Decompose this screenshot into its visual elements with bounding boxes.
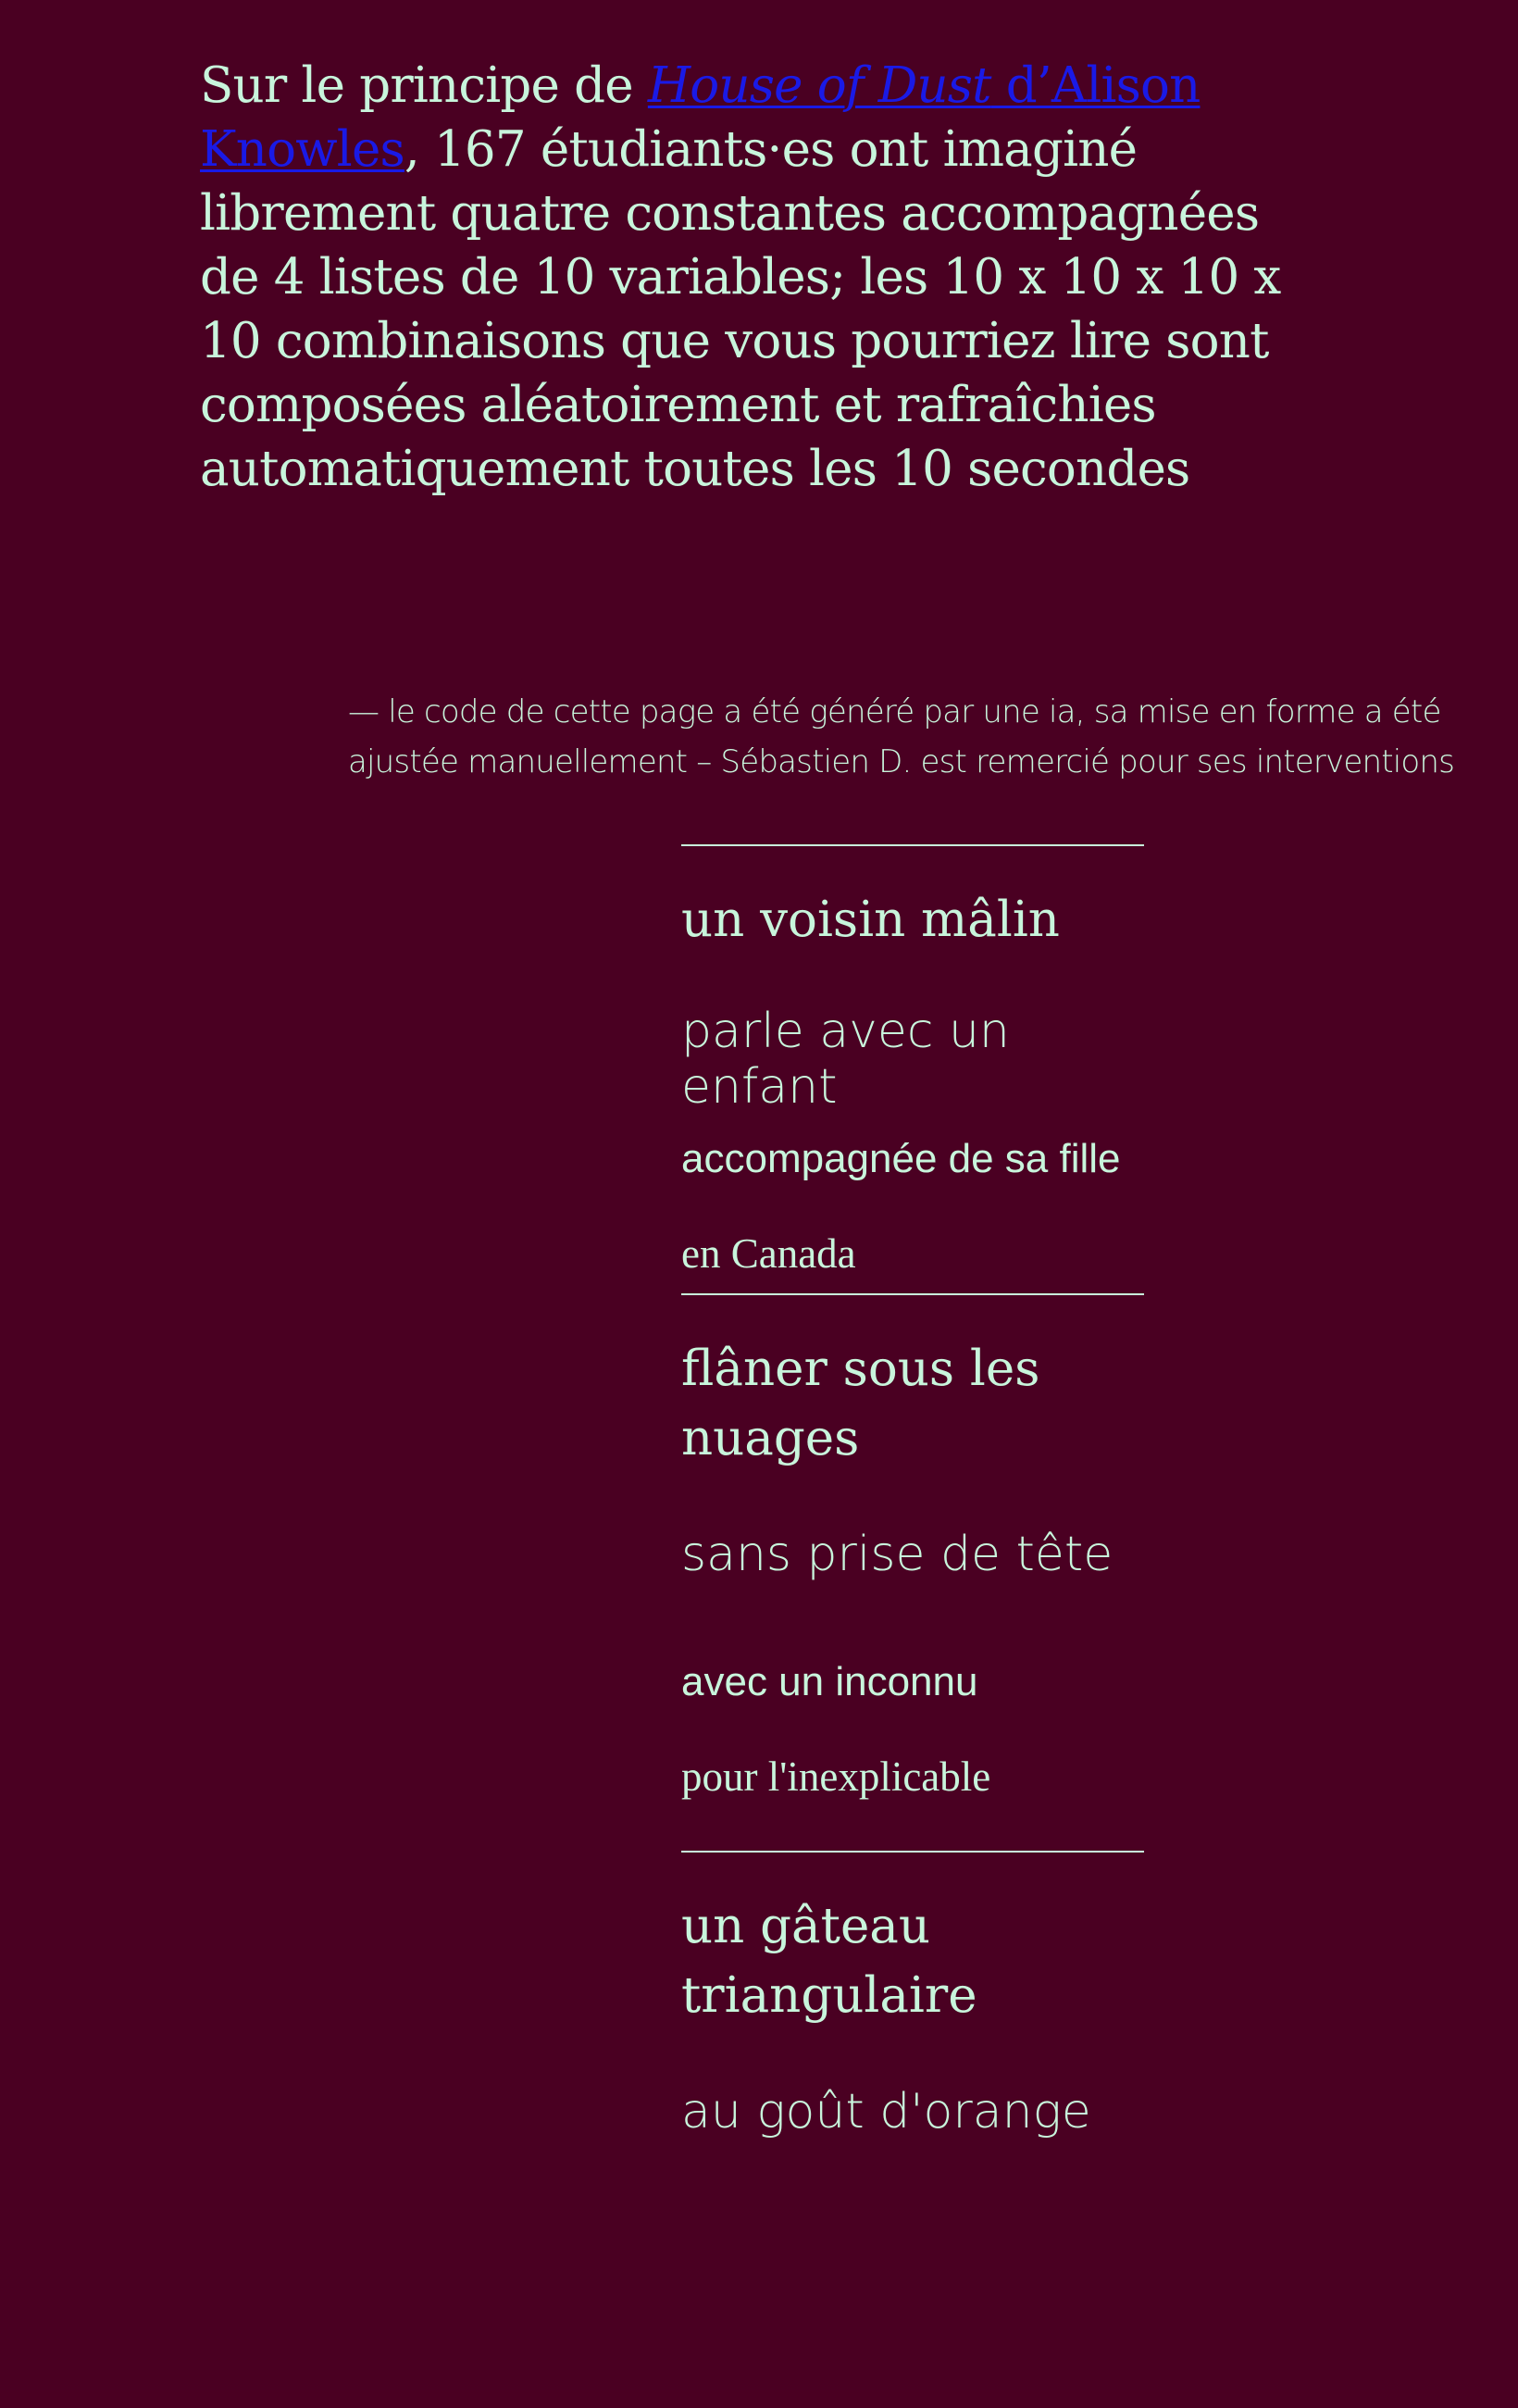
constant-2: sans prise de tête: [681, 1527, 1114, 1582]
intro-text: [200, 54, 1320, 501]
constant-2: parle avec un enfant: [681, 1004, 1010, 1115]
constant-2: au goût d'orange: [681, 2084, 1091, 2140]
combination-item: [681, 1851, 1144, 2408]
intro-prefix: Sur le principe de: [200, 57, 648, 114]
constant-1: flâner sous les nuages: [681, 1341, 1040, 1466]
constant-3: accompagnée de sa fille: [681, 1136, 1121, 1181]
link-title[interactable]: House of Dust: [647, 57, 991, 114]
combinations-list: [681, 844, 1237, 2408]
constant-1: un gâteau triangulaire: [681, 1898, 977, 2024]
link-author[interactable]: d’Alison Knowles: [200, 57, 1201, 178]
credit-note: — le code de cette page a été généré par une ia, sa mise en forme a été ajustée manuellement – Sébastien D. est remercié pour ses interventions: [348, 693, 1455, 780]
constant-3: avec un inconnu: [681, 1659, 978, 1704]
combination-item: [681, 1293, 1144, 1851]
intro-suffix: , 167 étudiants·es ont imaginé librement quatre constantes accompagnées de 4 listes de 10 variables; les 10 x 10 x 10 x 10 combinaisons que vous pourriez lire sont composées aléatoirement et rafraîchies automatiquement toutes les 10 secondes: [200, 121, 1281, 497]
combination-item: [681, 844, 1144, 1293]
constant-4: en Canada: [681, 1230, 856, 1277]
constant-4: pour l'inexplicable: [681, 1753, 991, 1800]
constant-1: un voisin mâlin: [681, 892, 1060, 948]
